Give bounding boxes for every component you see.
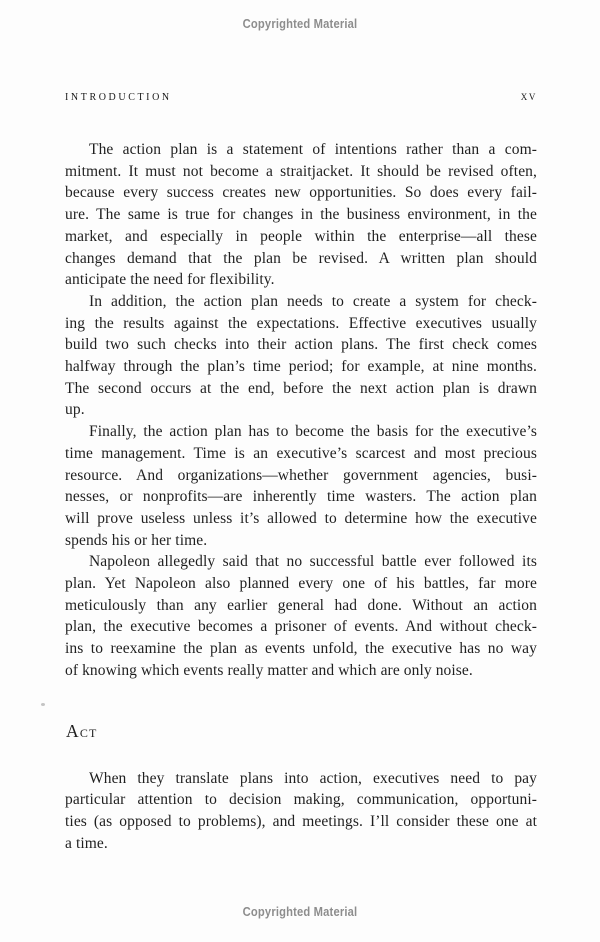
paragraph-group-act xyxy=(65,768,537,855)
text-line: The action plan is a statement of intentions rather than a com- xyxy=(89,141,537,158)
text-line: of knowing which events really matter and which are only noise. xyxy=(65,661,473,679)
paragraph xyxy=(65,421,537,551)
paragraph xyxy=(65,139,537,291)
text-line: In addition, the action plan needs to create a system for check- xyxy=(89,292,537,310)
text-line: plan. Yet Napoleon also planned every one of his battles, far more xyxy=(65,575,537,593)
text-line: because every success creates new opportunities. So does every fail- xyxy=(65,184,537,202)
paragraph xyxy=(65,551,537,681)
text-line: spends his or her time. xyxy=(65,531,208,549)
text-line: Napoleon allegedly said that no successful battle ever followed its xyxy=(89,553,537,571)
text-line: market, and especially in people within the enterprise—all these xyxy=(65,227,537,245)
text-line: meticulously than any earlier general had done. Without an action xyxy=(65,596,537,614)
text-line: halfway through the plan’s time period; for example, at nine months. xyxy=(65,358,537,376)
text-line: ins to reexamine the plan as events unfold, the executive has no way xyxy=(65,640,537,658)
text-line: ing the results against the expectations. Effective executives usually xyxy=(65,314,537,332)
scan-artifact-speck xyxy=(41,703,45,706)
copyright-watermark-bottom: Copyrighted Material xyxy=(242,904,358,919)
text-line: changes demand that the plan be revised. A written plan should xyxy=(65,249,537,267)
text-line: anticipate the need for flexibility. xyxy=(65,271,275,289)
text-line: nesses, or nonprofits—are inherently time wasters. The action plan xyxy=(65,488,537,506)
text-line: ure. The same is true for changes in the business environment, in the xyxy=(65,206,537,224)
text-line: time management. Time is an executive’s scarcest and most precious xyxy=(65,444,537,462)
text-line: Finally, the action plan has to become the basis for the executive’s xyxy=(89,423,537,441)
paragraph-group-introduction xyxy=(65,139,537,682)
text-line: will prove useless unless it’s allowed to determine how the executive xyxy=(65,509,537,527)
text-line: a time. xyxy=(65,834,108,852)
text-line: resource. And organizations—whether government agencies, busi- xyxy=(65,466,537,484)
running-header-section-title: INTRODUCTION xyxy=(65,92,172,103)
running-header xyxy=(65,88,537,104)
text-line: When they translate plans into action, executives need to pay xyxy=(89,769,537,787)
copyright-watermark-top: Copyrighted Material xyxy=(242,16,358,31)
text-line: up. xyxy=(65,401,85,419)
text-line: particular attention to decision making, communication, opportuni- xyxy=(65,791,537,809)
section-heading-act: Act xyxy=(66,720,98,741)
page-body xyxy=(65,139,537,854)
text-line: ties (as opposed to problems), and meetings. I’ll consider these one at xyxy=(65,812,537,830)
text-line: mitment. It must not become a straitjacket. It should be revised often, xyxy=(65,162,537,180)
text-line: build two such checks into their action plans. The first check comes xyxy=(65,336,537,354)
text-line: The second occurs at the end, before the next action plan is drawn xyxy=(65,379,537,397)
page-number: xv xyxy=(520,88,537,103)
text-line: plan, the executive becomes a prisoner of events. And without check- xyxy=(65,618,537,636)
paragraph xyxy=(65,768,537,855)
paragraph xyxy=(65,291,537,421)
